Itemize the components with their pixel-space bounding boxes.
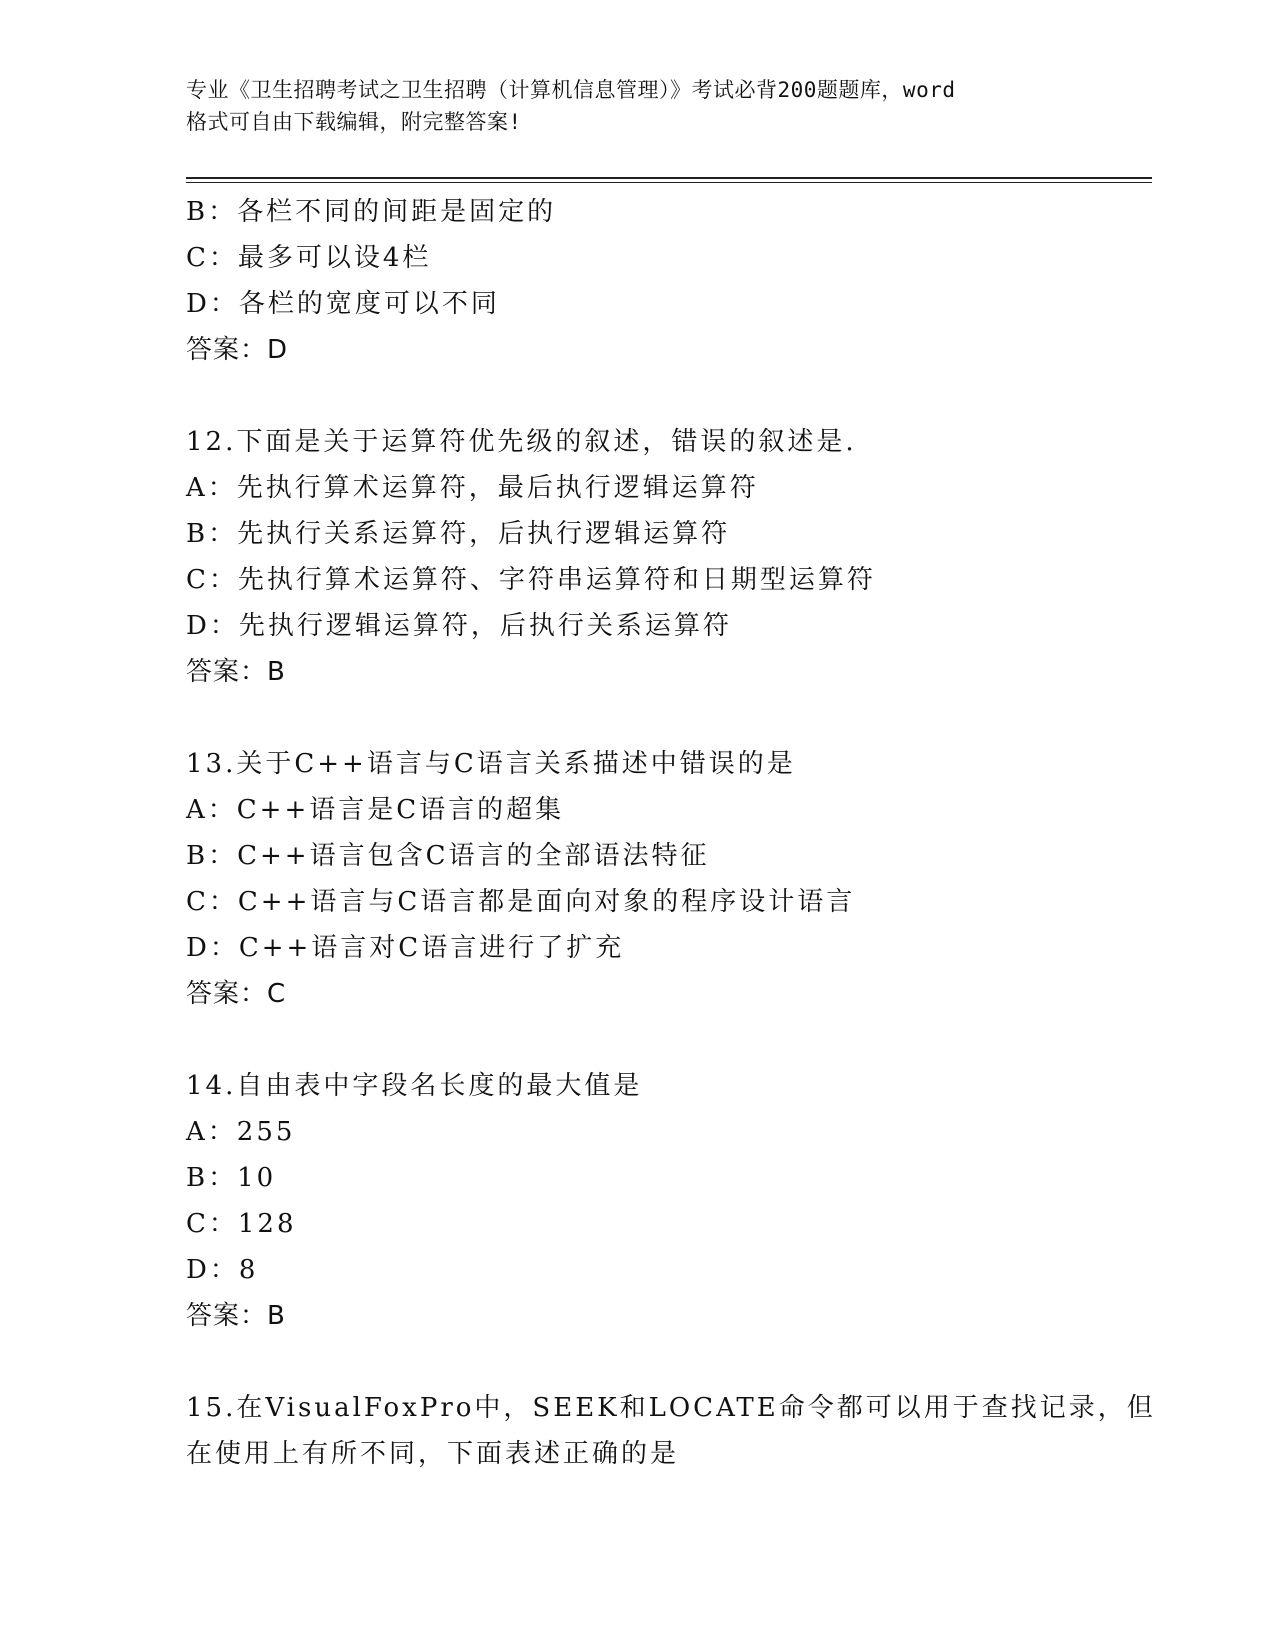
answer: 答案：B <box>186 657 286 687</box>
option-d: D：各栏的宽度可以不同 <box>186 289 500 319</box>
question-14 <box>186 1063 1146 1339</box>
option-c: C：最多可以设4栏 <box>186 243 432 273</box>
question-13 <box>186 741 1146 1017</box>
header-line-2: 格式可自由下载编辑，附完整答案! <box>186 110 522 134</box>
option-b: B：10 <box>186 1163 277 1193</box>
question-15 <box>186 1385 1156 1477</box>
option-c: C：128 <box>186 1209 297 1239</box>
option-b: B：先执行关系运算符，后执行逻辑运算符 <box>186 519 731 549</box>
option-d: D：先执行逻辑运算符，后执行关系运算符 <box>186 611 732 641</box>
question-text: 13.关于C++语言与C语言关系描述中错误的是 <box>186 749 796 779</box>
header-divider-thin <box>186 182 1152 183</box>
option-c: C：C++语言与C语言都是面向对象的程序设计语言 <box>186 887 856 917</box>
option-b: B：C++语言包含C语言的全部语法特征 <box>186 841 710 871</box>
header-line-1: 专业《卫生招聘考试之卫生招聘（计算机信息管理）》考试必背200题题库，word <box>186 78 956 102</box>
answer: 答案：B <box>186 1301 286 1331</box>
option-d: D：8 <box>186 1255 259 1285</box>
answer: 答案：C <box>186 979 287 1009</box>
header-divider-thick <box>186 177 1152 179</box>
question-text-line-2: 在使用上有所不同，下面表述正确的是 <box>186 1439 680 1469</box>
document-header <box>186 74 1086 138</box>
question-text-line-1: 15.在VisualFoxPro中，SEEK和LOCATE命令都可以用于查找记录，但 <box>186 1393 1156 1423</box>
question-content <box>186 189 1156 1477</box>
question-11-continued <box>186 189 1146 373</box>
option-a: A：先执行算术运算符，最后执行逻辑运算符 <box>186 473 759 503</box>
option-a: A：255 <box>186 1117 296 1147</box>
question-12 <box>186 419 1146 695</box>
answer: 答案：D <box>186 335 289 365</box>
option-d: D：C++语言对C语言进行了扩充 <box>186 933 625 963</box>
option-b: B：各栏不同的间距是固定的 <box>186 197 557 227</box>
option-a: A：C++语言是C语言的超集 <box>186 795 565 825</box>
question-text: 14.自由表中字段名长度的最大值是 <box>186 1071 643 1101</box>
option-c: C：先执行算术运算符、字符串运算符和日期型运算符 <box>186 565 876 595</box>
question-text: 12.下面是关于运算符优先级的叙述，错误的叙述是. <box>186 427 857 457</box>
